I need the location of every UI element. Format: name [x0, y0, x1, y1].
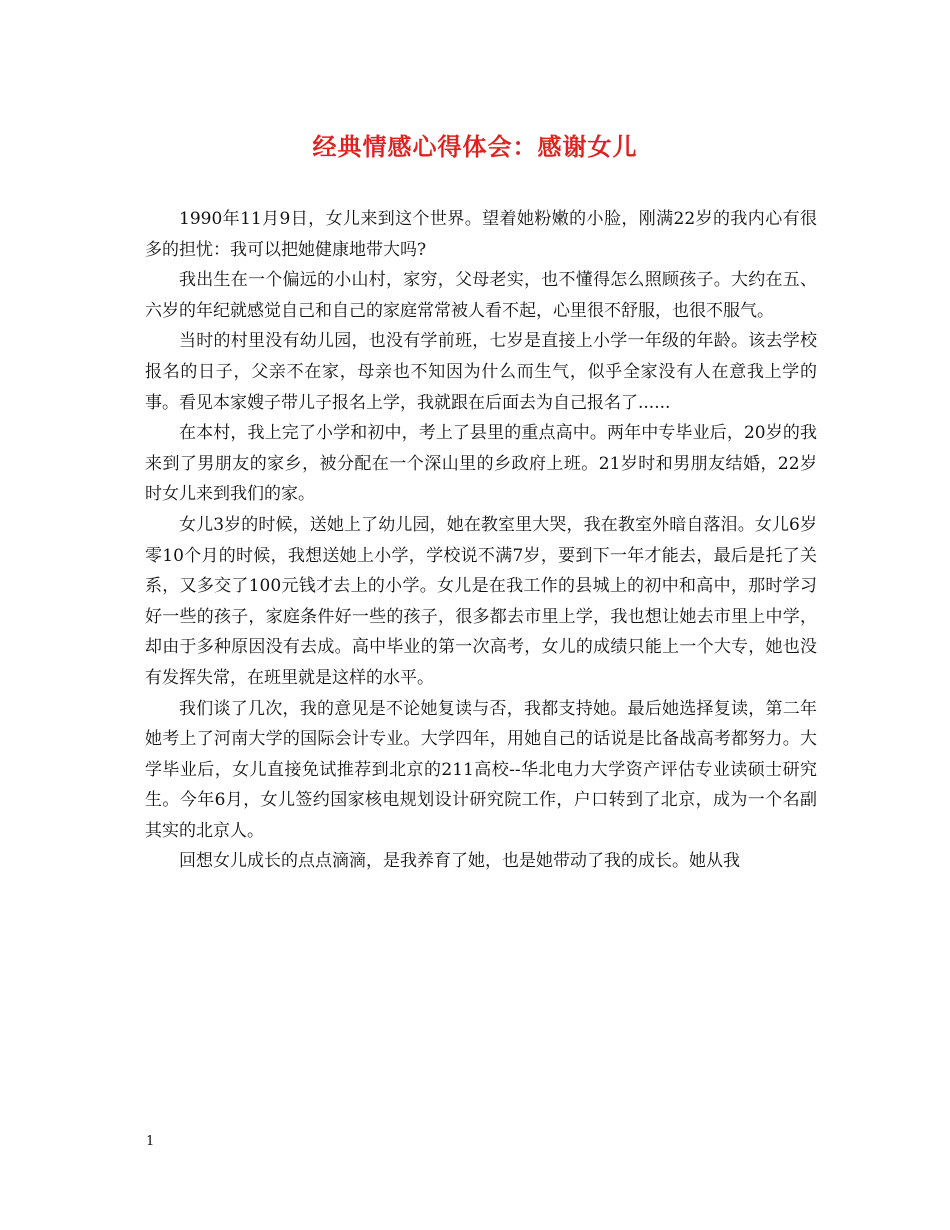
document-body [145, 204, 817, 877]
paragraph-1: 1990年11月9日，女儿来到这个世界。望着她粉嫩的小脸，刚满22岁的我内心有很多的担忧：我可以把她健康地带大吗? [145, 209, 817, 260]
page-number: 1 [146, 1134, 155, 1149]
paragraph-5: 女儿3岁的时候，送她上了幼儿园，她在教室里大哭，我在教室外暗自落泪。女儿6岁零10个月的时候，我想送她上小学，学校说不满7岁，要到下一年才能去，最后是托了关系，又多交了100元钱才去上的小学。女儿是在我工作的县城上的初中和高中，那时学习好一些的孩子，家庭条件好一些的孩子，很多都去市里上学，我也想让她去市里上中学，却由于多种原因没有去成。高中毕业的第一次高考，女儿的成绩只能上一个大专，她也没有发挥失常，在班里就是这样的水平。 [145, 514, 817, 688]
document-title: 经典情感心得体会：感谢女儿 [312, 132, 638, 161]
paragraph-2: 我出生在一个偏远的小山村，家穷，父母老实，也不懂得怎么照顾孩子。大约在五、六岁的年纪就感觉自己和自己的家庭常常被人看不起，心里很不舒服，也很不服气。 [145, 270, 817, 321]
paragraph-7: 回想女儿成长的点点滴滴，是我养育了她，也是她带动了我的成长。她从我 [179, 851, 740, 872]
paragraph-4: 在本村，我上完了小学和初中，考上了县里的重点高中。两年中专毕业后，20岁的我来到了男朋友的家乡，被分配在一个深山里的乡政府上班。21岁时和男朋友结婚，22岁时女儿来到我们的家。 [145, 423, 817, 505]
paragraph-3: 当时的村里没有幼儿园，也没有学前班，七岁是直接上小学一年级的年龄。该去学校报名的日子，父亲不在家，母亲也不知因为什么而生气，似乎全家没有人在意我上学的事。看见本家嫂子带儿子报名上学，我就跟在后面去为自己报名了...... [145, 331, 817, 413]
paragraph-6: 我们谈了几次，我的意见是不论她复读与否，我都支持她。最后她选择复读，第二年她考上了河南大学的国际会计专业。大学四年，用她自己的话说是比备战高考都努力。大学毕业后，女儿直接免试推荐到北京的211高校--华北电力大学资产评估专业读硕士研究生。今年6月，女儿签约国家核电规划设计研究院工作，户口转到了北京，成为一个名副其实的北京人。 [145, 698, 817, 841]
